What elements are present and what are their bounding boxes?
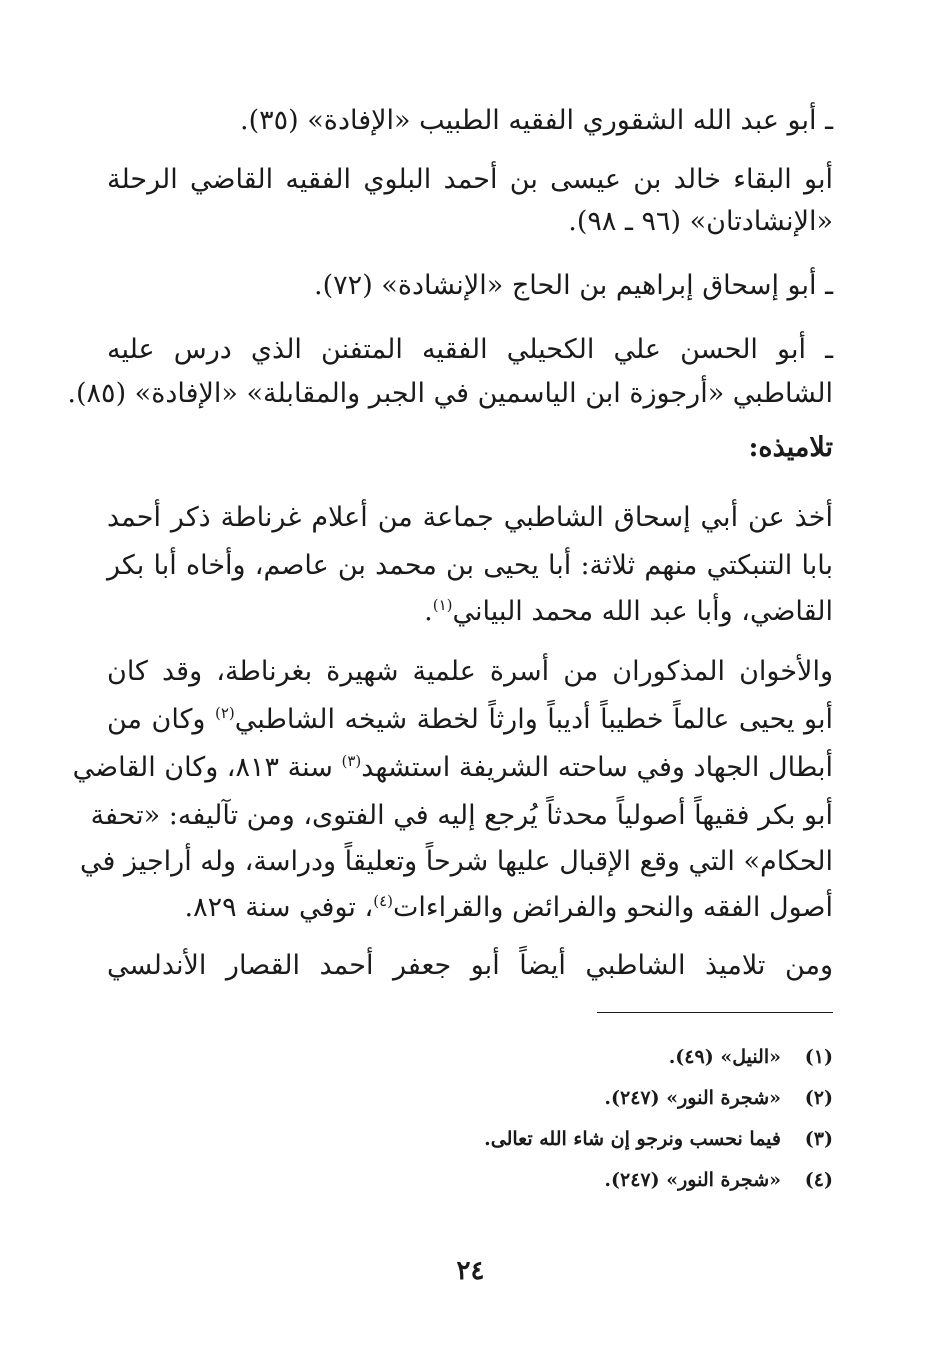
footnote-4-text: «شجرة النور» (٢٤٧). <box>604 1169 781 1191</box>
text-line-9-text: القاضي، وأبا عبد الله محمد البياني <box>452 596 833 627</box>
footnote-ref-4: (٤) <box>373 892 393 910</box>
text-line-8: بابا التنبكتي منهم ثلاثة: أبا يحيى بن محمد بن عاصم، وأخاه أبا بكر <box>107 550 833 581</box>
section-heading: تلاميذه: <box>748 432 833 463</box>
footnote-separator <box>597 1012 833 1013</box>
text-line-1: ـ أبو عبد الله الشقوري الفقيه الطبيب «الإفادة» (٣٥). <box>240 105 833 136</box>
period-mark: . <box>424 596 433 627</box>
footnote-3 <box>107 1124 833 1154</box>
footnote-4 <box>107 1165 833 1195</box>
footnote-1-number: (١) <box>804 1046 833 1068</box>
text-line-7: أخذ عن أبي إسحاق الشاطبي جماعة من أعلام غرناطة ذكر أحمد <box>107 502 833 533</box>
footnote-3-number: (٣) <box>804 1128 833 1150</box>
text-line-15 <box>107 888 833 928</box>
footnote-1-text: «النيل» (٤٩). <box>668 1046 781 1068</box>
text-line-16: ومن تلاميذ الشاطبي أيضاً أبو جعفر أحمد القصار الأندلسي <box>107 950 833 981</box>
text-line-12-text: أبطال الجهاد وفي ساحته الشريفة استشهد <box>361 752 833 783</box>
text-line-12-end: سنة ٨١٣، وكان القاضي <box>72 752 333 783</box>
footnote-3-text: فيما نحسب ونرجو إن شاء الله تعالى. <box>484 1128 781 1150</box>
text-line-9 <box>107 592 833 632</box>
text-line-3: «الإنشادتان» (٩٦ ـ ٩٨). <box>568 206 833 237</box>
text-line-4: ـ أبو إسحاق إبراهيم بن الحاج «الإنشادة» (٧٢). <box>314 270 833 301</box>
text-line-14: الحكام» التي وقع الإقبال عليها شرحاً وتعليقاً ودراسة، وله أراجيز في <box>79 846 833 877</box>
text-line-6: الشاطبي «أرجوزة ابن الياسمين في الجبر والمقابلة» «الإفادة» (٨٥). <box>67 378 833 409</box>
text-line-15-text: أصول الفقه والنحو والفرائض والقراءات <box>393 892 833 923</box>
text-line-11-text: أبو يحيى عالماً خطيباً أديباً وارثاً لخطة شيخه الشاطبي <box>234 704 833 735</box>
text-line-12 <box>72 748 833 788</box>
footnote-1 <box>107 1042 833 1072</box>
text-line-13: أبو بكر فقيهاً أصولياً محدثاً يُرجع إليه في الفتوى، ومن تآليفه: «تحفة <box>90 800 833 831</box>
text-line-2: أبو البقاء خالد بن عيسى بن أحمد البلوي الفقيه القاضي الرحلة <box>107 164 833 195</box>
footnote-2 <box>107 1083 833 1113</box>
footnote-ref-1: (١) <box>432 596 453 614</box>
footnote-ref-3: (٣) <box>341 752 362 770</box>
text-line-11-end: وكان من <box>107 704 206 735</box>
footnote-2-text: «شجرة النور» (٢٤٧). <box>604 1087 781 1109</box>
footnote-ref-2: (٢) <box>214 704 235 722</box>
text-line-15-end: ، توفي سنة ٨٢٩. <box>184 892 374 923</box>
footnote-2-number: (٢) <box>804 1087 833 1109</box>
page-number: ٢٤ <box>456 1256 485 1286</box>
footnote-4-number: (٤) <box>804 1169 833 1191</box>
text-line-11 <box>107 700 833 740</box>
text-line-5: ـ أبو الحسن علي الكحيلي الفقيه المتفنن الذي درس عليه <box>107 334 833 365</box>
text-line-10: والأخوان المذكوران من أسرة علمية شهيرة بغرناطة، وقد كان <box>107 656 833 687</box>
